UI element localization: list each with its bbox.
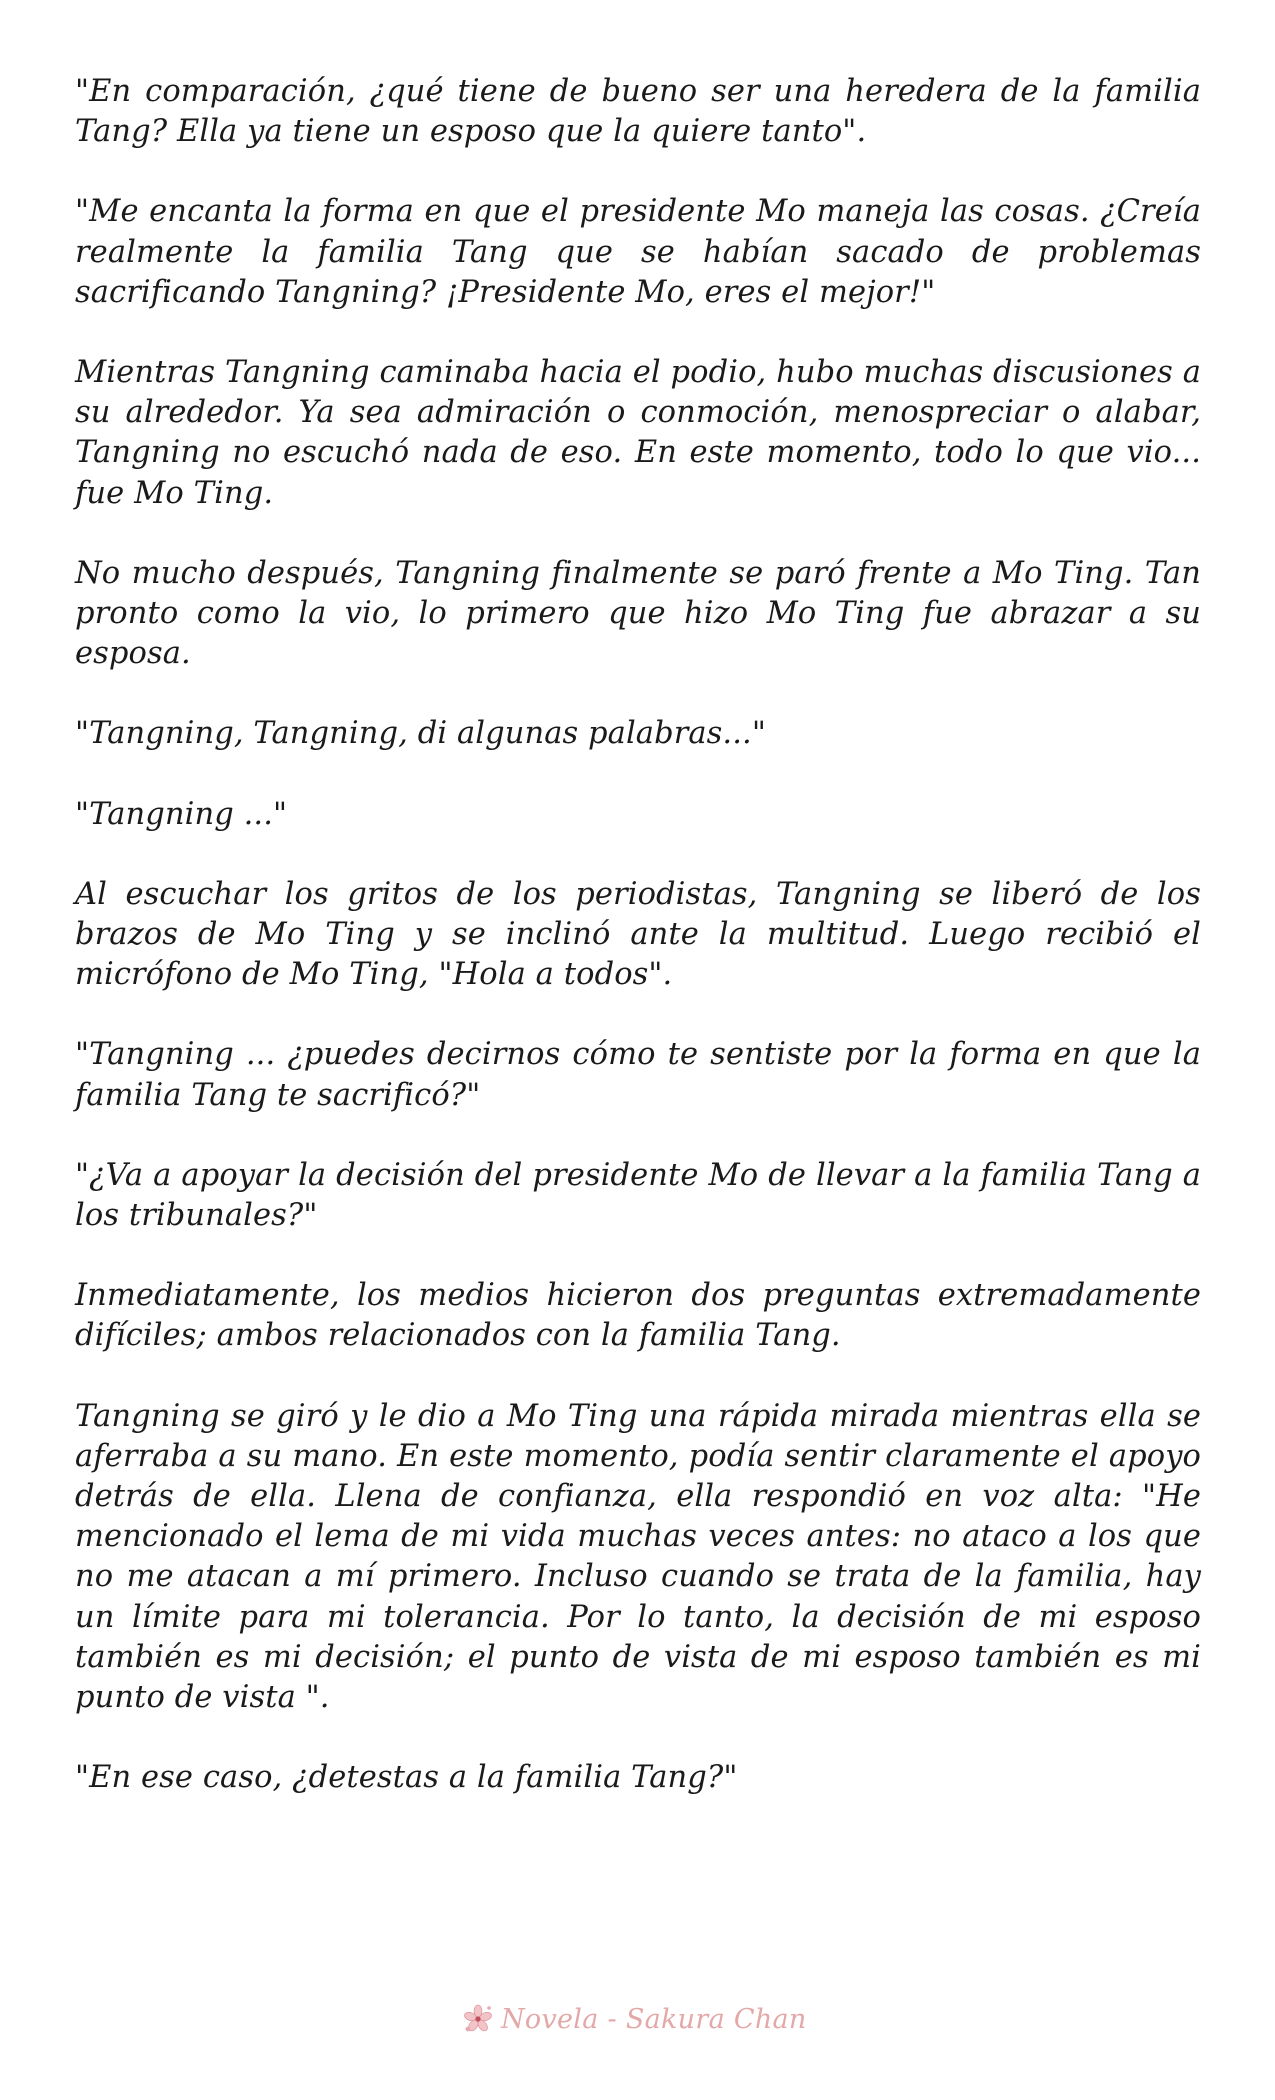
paragraph: "En ese caso, ¿detestas a la familia Tang?"	[75, 1760, 738, 1796]
chapter-text	[75, 72, 1201, 1839]
paragraph: Al escuchar los gritos de los periodistas, Tangning se liberó de los brazos de Mo Ting y se inclinó ante la multitud. Luego recibió el micrófono de Mo Ting, "Hola a todos".	[75, 876, 1201, 993]
paragraph: No mucho después, Tangning finalmente se paró frente a Mo Ting. Tan pronto como la vio, lo primero que hizo Mo Ting fue abrazar a su esposa.	[75, 555, 1201, 672]
paragraph: "Tangning ..."	[75, 796, 288, 832]
paragraph: "En comparación, ¿qué tiene de bueno ser una heredera de la familia Tang? Ella ya tiene un esposo que la quiere tanto".	[75, 74, 1201, 150]
paragraph: Tangning se giró y le dio a Mo Ting una rápida mirada mientras ella se aferraba a su mano. En este momento, podía sentir claramente el apoyo detrás de ella. Llena de confianza, ella respondió en voz alta: "He mencionado el lema de mi vida muchas veces antes: no ataco a los que no me atacan a mí primero. Incluso cuando se trata de la familia, hay un límite para mi tolerancia. Por lo tanto, la decisión de mi esposo también es mi decisión; el punto de vista de mi esposo también es mi punto de vista ".	[75, 1398, 1201, 1716]
paragraph: Inmediatamente, los medios hicieron dos preguntas extremadamente difíciles; ambos relacionados con la familia Tang.	[75, 1278, 1201, 1354]
paragraph: "¿Va a apoyar la decisión del presidente Mo de llevar a la familia Tang a los tribunales?"	[75, 1157, 1201, 1234]
paragraph: Mientras Tangning caminaba hacia el podio, hubo muchas discusiones a su alrededor. Ya sea admiración o conmoción, menospreciar o alabar, Tangning no escuchó nada de eso. En este momento, todo lo que vio... fue Mo Ting.	[75, 355, 1201, 511]
brand-label: Novela - Sakura Chan	[501, 2003, 807, 2035]
cherry-blossom-icon	[461, 2002, 495, 2036]
paragraph: "Tangning ... ¿puedes decirnos cómo te sentiste por la forma en que la familia Tang te sacrificó?"	[75, 1037, 1201, 1113]
paragraph: "Me encanta la forma en que el presidente Mo maneja las cosas. ¿Creía realmente la familia Tang que se habían sacado de problemas sacrificando Tangning? ¡Presidente Mo, eres el mejor!"	[75, 194, 1201, 310]
paragraph: "Tangning, Tangning, di algunas palabras..."	[75, 716, 766, 752]
footer-watermark	[461, 1997, 807, 2041]
